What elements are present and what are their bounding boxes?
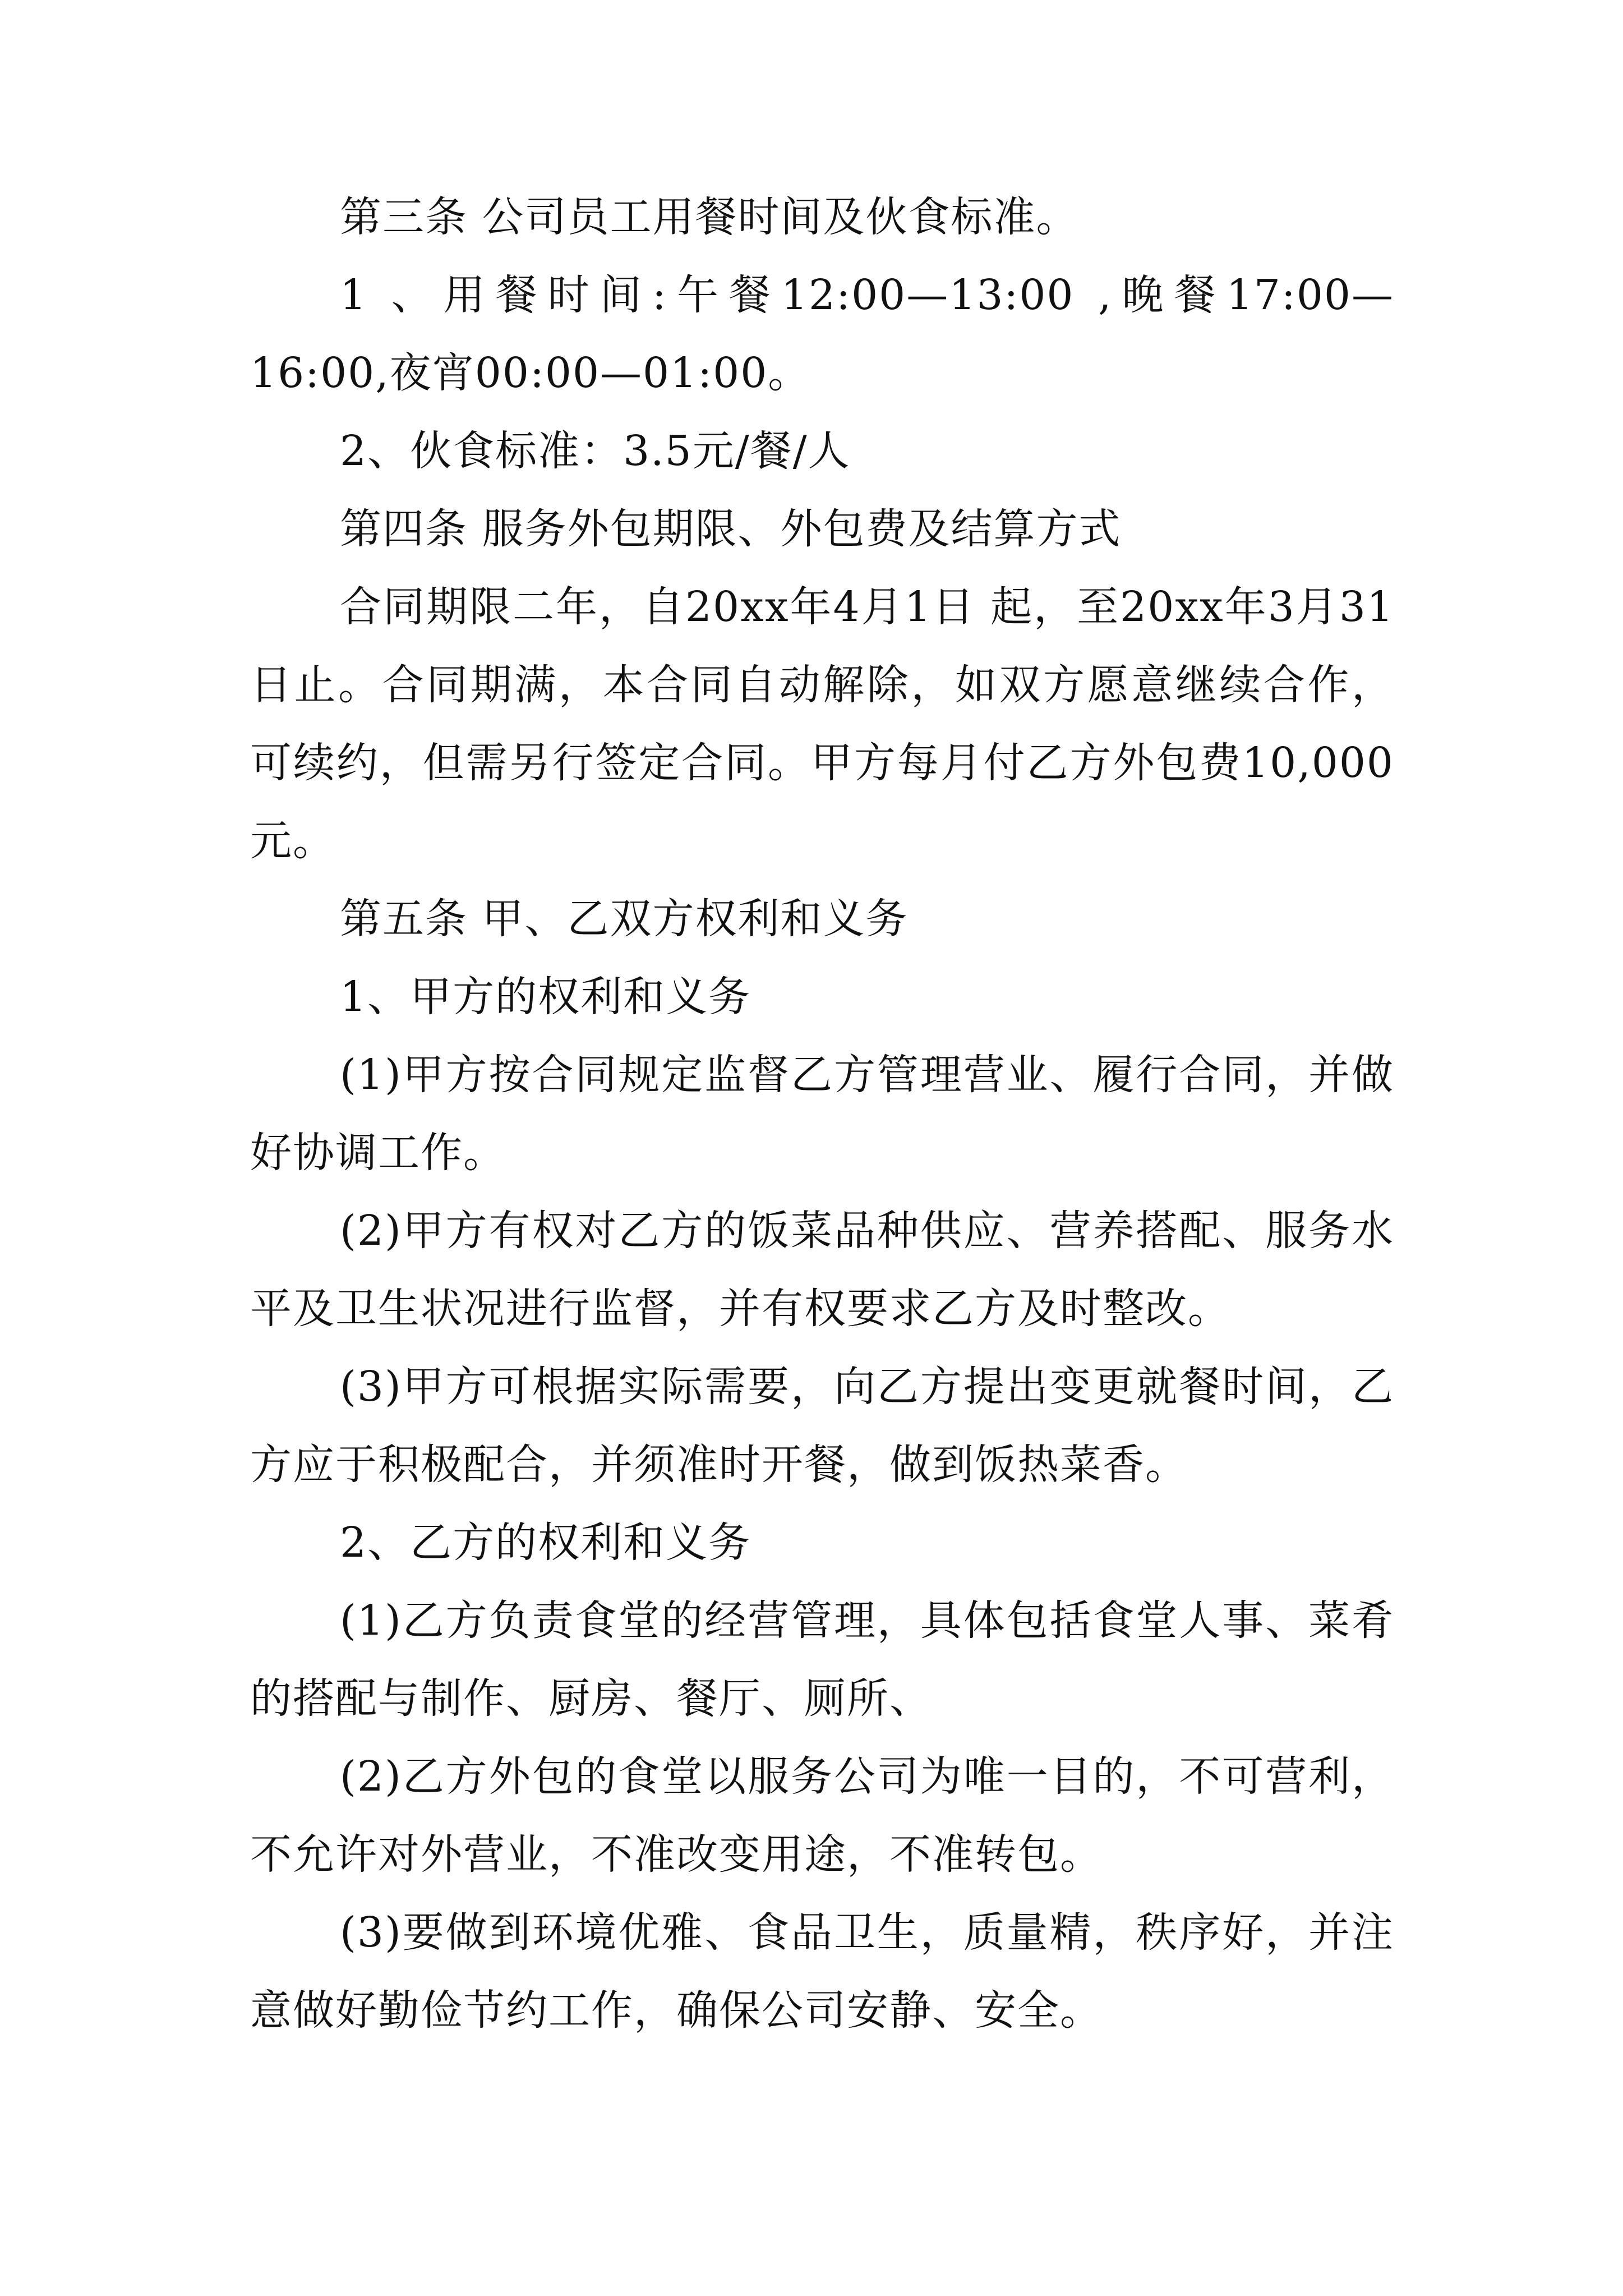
party-b-item-2: (2)乙方外包的食堂以服务公司为唯一目的，不可营利，不允许对外营业，不准改变用途，不准转包。 xyxy=(250,1752,1394,1879)
article-3-heading: 第三条 公司员工用餐时间及伙食标准。 xyxy=(340,193,1079,241)
article-4-heading: 第四条 服务外包期限、外包费及结算方式 xyxy=(340,505,1122,553)
party-b-item-3: (3)要做到环境优雅、食品卫生，质量精，秩序好，并注意做好勤俭节约工作，确保公司安静、安全。 xyxy=(250,1908,1394,2035)
article-5-heading: 第五条 甲、乙双方权利和义务 xyxy=(340,895,909,943)
document-body xyxy=(250,178,1394,2050)
party-b-item-1: (1)乙方负责食堂的经营管理，具体包括食堂人事、菜肴的搭配与制作、厨房、餐厅、厕所、 xyxy=(250,1596,1394,1723)
contract-term: 合同期限二年，自20xx年4月1日 起，至20xx年3月31日止。合同期满，本合同自动解除，如双方愿意继续合作，可续约，但需另行签定合同。甲方每月付乙方外包费10,000元。 xyxy=(250,583,1394,865)
party-b-heading: 2、乙方的权利和义务 xyxy=(340,1519,751,1567)
meal-standard: 2、伙食标准：3.5元/餐/人 xyxy=(340,427,851,475)
party-a-item-1: (1)甲方按合同规定监督乙方管理营业、履行合同，并做好协调工作。 xyxy=(250,1051,1394,1177)
meal-times: 1 、用餐时间:午餐12:00—13:00 ,晚餐17:00—16:00,夜宵00:00—01:00。 xyxy=(250,271,1394,397)
party-a-item-3: (3)甲方可根据实际需要，向乙方提出变更就餐时间，乙方应于积极配合，并须准时开餐，做到饭热菜香。 xyxy=(250,1363,1394,1489)
party-a-item-2: (2)甲方有权对乙方的饭菜品种供应、营养搭配、服务水平及卫生状况进行监督，并有权要求乙方及时整改。 xyxy=(250,1207,1394,1333)
party-a-heading: 1、甲方的权利和义务 xyxy=(340,973,751,1021)
